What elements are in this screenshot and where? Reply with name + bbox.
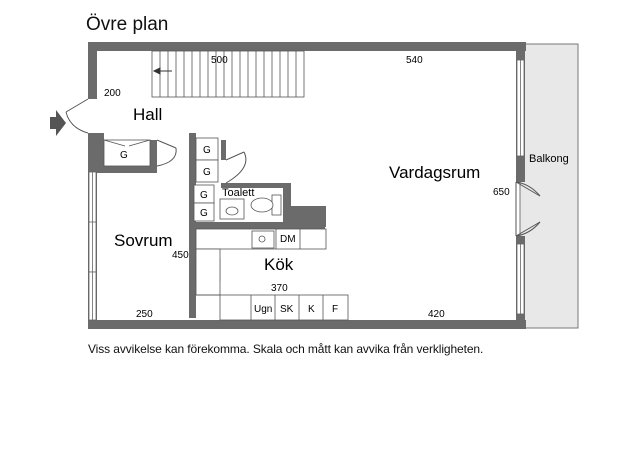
appliance-label-dm: DM: [280, 234, 296, 245]
closet-label-4: G: [200, 208, 208, 219]
dimension-bottom-right: 420: [428, 309, 445, 320]
dimension-bottom-left: 250: [136, 309, 153, 320]
dimension-top: 540: [406, 55, 423, 66]
appliance-label-ugn: Ugn: [254, 304, 273, 315]
closet-label-1: G: [203, 145, 211, 156]
room-label-vardagsrum: Vardagsrum: [389, 163, 481, 182]
dimension-stairs: 500: [211, 55, 228, 66]
bedroom-door: [157, 140, 176, 166]
toilet-door: [226, 152, 246, 183]
closet-label-3: G: [200, 190, 208, 201]
dimension-kok: 370: [271, 283, 288, 294]
left-windows: [89, 172, 96, 320]
kitchen-counter-upper: [196, 229, 326, 249]
closet-label-hall: G: [120, 150, 128, 161]
kitchen-counter-side: [196, 249, 220, 295]
plan-title: Övre plan: [86, 14, 169, 35]
room-label-hall: Hall: [133, 105, 163, 124]
room-label-toalett: Toalett: [222, 187, 255, 199]
closet-label-2: G: [203, 167, 211, 178]
entrance-door: [66, 99, 88, 133]
room-label-kok: Kök: [264, 255, 294, 274]
appliance-label-k: K: [308, 304, 315, 315]
entrance-arrow: [50, 110, 66, 136]
room-label-sovrum: Sovrum: [114, 231, 173, 250]
stair-direction-arrow: [154, 68, 172, 74]
dimension-vardagsrum: 650: [493, 187, 510, 198]
disclaimer-text: Viss avvikelse kan förekomma. Skala och mått kan avvika från verkligheten.: [88, 342, 484, 356]
dimension-hall: 200: [104, 88, 121, 99]
appliance-label-sk: SK: [280, 304, 294, 315]
room-label-balkong: Balkong: [529, 153, 569, 165]
dimension-sovrum: 450: [172, 250, 189, 261]
appliance-label-f: F: [332, 304, 339, 315]
stairs: [152, 51, 304, 97]
outer-walls: [88, 42, 526, 329]
